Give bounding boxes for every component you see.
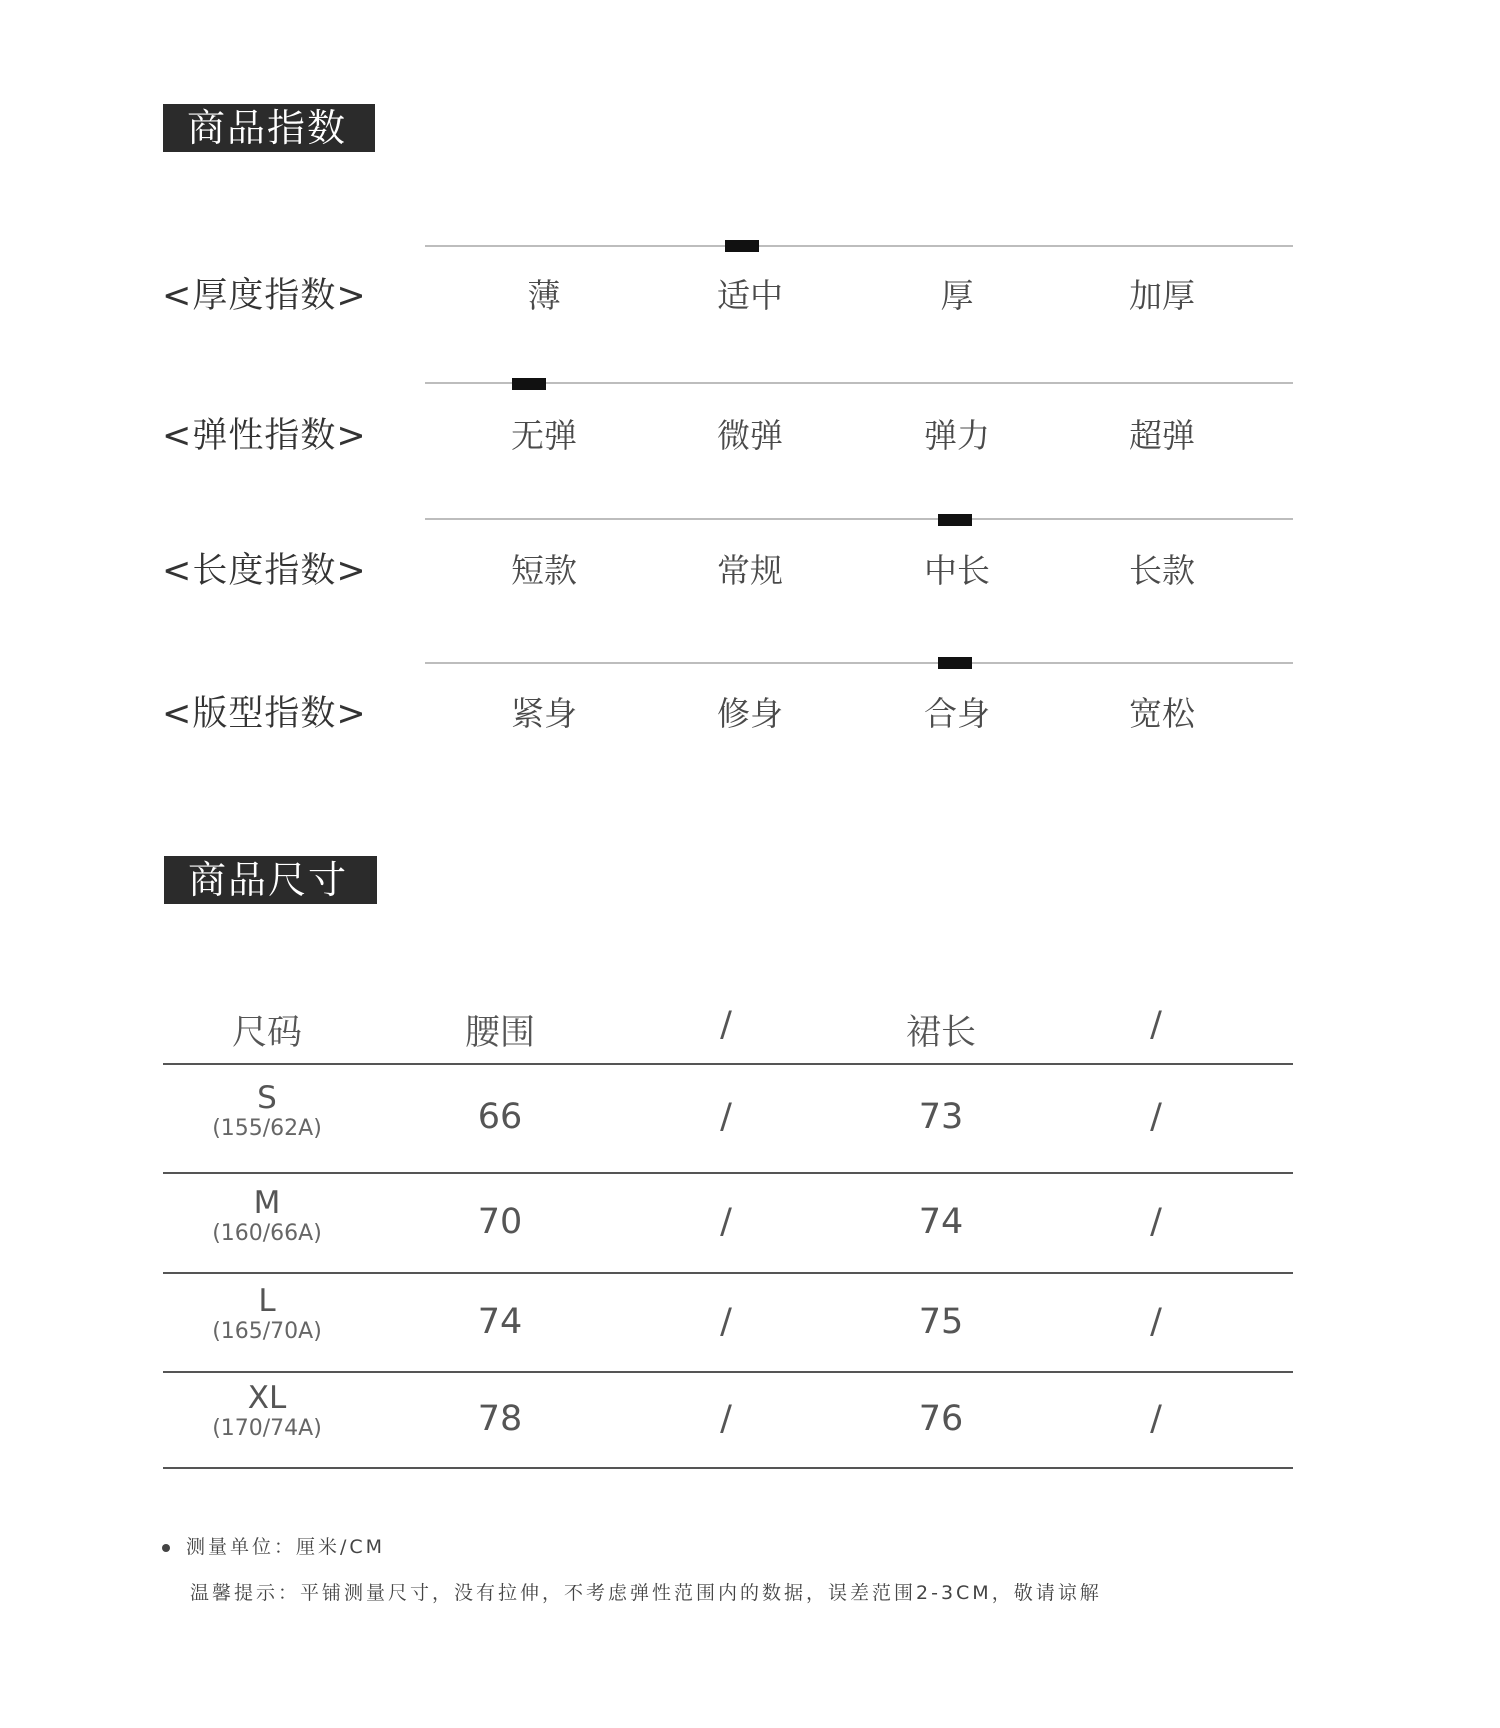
size-code: M bbox=[253, 1185, 281, 1221]
length-option-midi: 中长 bbox=[924, 551, 990, 590]
fit-index-label: <版型指数> bbox=[162, 694, 367, 734]
waist-value: 70 bbox=[477, 1202, 523, 1242]
elasticity-option-elastic: 弹力 bbox=[924, 416, 990, 455]
thickness-option-medium: 适中 bbox=[717, 276, 783, 315]
length-marker bbox=[938, 514, 972, 526]
table-divider bbox=[163, 1467, 1293, 1469]
elasticity-option-none: 无弹 bbox=[511, 416, 577, 455]
bullet-icon bbox=[162, 1544, 170, 1552]
thickness-option-thick: 厚 bbox=[940, 276, 974, 315]
size-spec: (155/62A) bbox=[212, 1116, 322, 1141]
size-code: L bbox=[258, 1283, 276, 1319]
empty-value-1: / bbox=[720, 1097, 732, 1137]
size-label bbox=[167, 1381, 367, 1443]
size-table-header bbox=[163, 995, 1293, 1061]
waist-value: 78 bbox=[477, 1399, 523, 1439]
length-value: 76 bbox=[918, 1399, 964, 1439]
empty-value-2: / bbox=[1150, 1202, 1162, 1242]
size-code: S bbox=[257, 1080, 277, 1116]
length-option-long: 长款 bbox=[1129, 551, 1195, 590]
header-waist: 腰围 bbox=[464, 1013, 535, 1053]
empty-value-2: / bbox=[1150, 1399, 1162, 1439]
fit-scale-line bbox=[425, 662, 1293, 664]
empty-value-1: / bbox=[720, 1202, 732, 1242]
size-code: XL bbox=[247, 1380, 287, 1416]
length-value: 73 bbox=[918, 1097, 964, 1137]
length-index-label: <长度指数> bbox=[162, 551, 367, 591]
header-size: 尺码 bbox=[231, 1013, 302, 1053]
size-label bbox=[167, 1081, 367, 1143]
measurement-tip-note: 温馨提示：平铺测量尺寸，没有拉伸，不考虑弹性范围内的数据，误差范围2-3CM，敬请谅解 bbox=[190, 1582, 1102, 1604]
table-row bbox=[163, 1174, 1293, 1272]
empty-value-2: / bbox=[1150, 1302, 1162, 1342]
size-spec: (170/74A) bbox=[212, 1416, 322, 1441]
fit-marker bbox=[938, 657, 972, 669]
header-empty-2: / bbox=[1150, 1005, 1162, 1045]
elasticity-option-super: 超弹 bbox=[1129, 416, 1195, 455]
table-row bbox=[163, 1274, 1293, 1371]
size-spec: (160/66A) bbox=[212, 1221, 322, 1246]
length-value: 75 bbox=[918, 1302, 964, 1342]
elasticity-marker bbox=[512, 378, 546, 390]
thickness-option-extra-thick: 加厚 bbox=[1129, 276, 1195, 315]
table-row bbox=[163, 1065, 1293, 1172]
fit-option-tight: 紧身 bbox=[511, 694, 577, 733]
product-index-title: 商品指数 bbox=[163, 104, 375, 152]
empty-value-2: / bbox=[1150, 1097, 1162, 1137]
thickness-marker bbox=[725, 240, 759, 252]
table-row bbox=[163, 1373, 1293, 1469]
thickness-scale-line bbox=[425, 245, 1293, 247]
thickness-option-thin: 薄 bbox=[527, 276, 561, 315]
unit-text: 测量单位：厘米/CM bbox=[186, 1536, 386, 1558]
empty-value-1: / bbox=[720, 1399, 732, 1439]
waist-value: 74 bbox=[477, 1302, 523, 1342]
elasticity-option-slight: 微弹 bbox=[717, 416, 783, 455]
empty-value-1: / bbox=[720, 1302, 732, 1342]
fit-option-slim: 修身 bbox=[717, 694, 783, 733]
elasticity-scale-line bbox=[425, 382, 1293, 384]
header-skirt-length: 裙长 bbox=[905, 1013, 976, 1053]
thickness-index-label: <厚度指数> bbox=[162, 276, 367, 316]
fit-option-regular: 合身 bbox=[924, 694, 990, 733]
product-size-title: 商品尺寸 bbox=[164, 856, 377, 904]
length-value: 74 bbox=[918, 1202, 964, 1242]
size-label bbox=[167, 1284, 367, 1346]
size-spec: (165/70A) bbox=[212, 1319, 322, 1344]
elasticity-index-label: <弹性指数> bbox=[162, 416, 367, 456]
length-scale-line bbox=[425, 518, 1293, 520]
header-empty-1: / bbox=[720, 1005, 732, 1045]
length-option-regular: 常规 bbox=[717, 551, 783, 590]
length-option-short: 短款 bbox=[511, 551, 577, 590]
measurement-unit-note bbox=[162, 1532, 385, 1559]
size-table bbox=[163, 995, 1293, 1441]
size-label bbox=[167, 1186, 367, 1248]
waist-value: 66 bbox=[477, 1097, 523, 1137]
fit-option-loose: 宽松 bbox=[1129, 694, 1195, 733]
